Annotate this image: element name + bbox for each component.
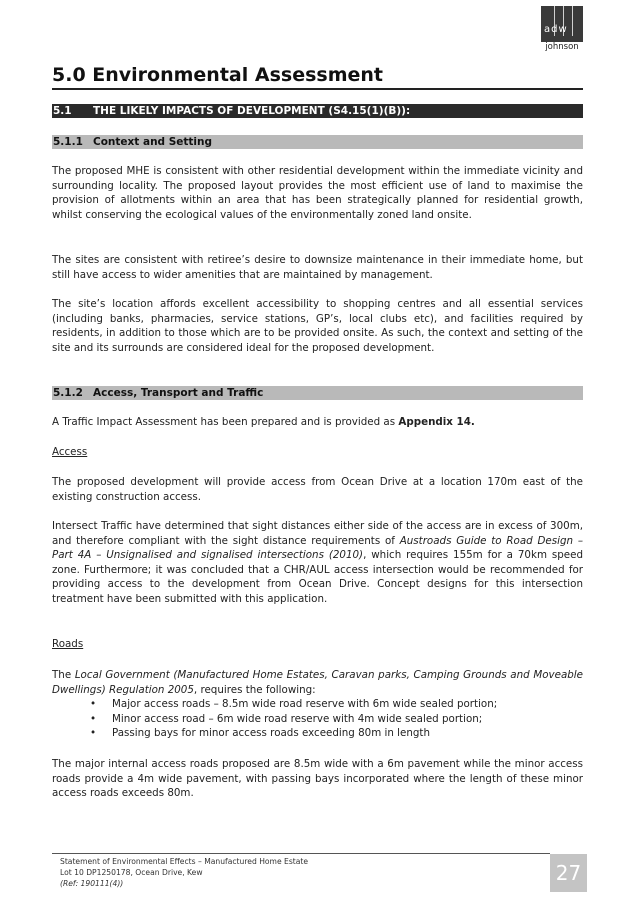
roads-heading: Roads — [52, 638, 84, 650]
title-rule — [52, 88, 583, 90]
subsection-heading-access — [52, 386, 583, 400]
access-paragraph-1: The proposed development will provide access from Ocean Drive at a location 170m east of the existing construction access. — [52, 476, 583, 503]
section-title: THE LIKELY IMPACTS OF DEVELOPMENT (S4.15(1)(B)): — [93, 105, 411, 117]
subsection-title: Access, Transport and Traffic — [93, 387, 264, 399]
access-paragraph-2-end: , which requires 155m for a 70km speed zone. Furthermore; it was concluded that a CHR/AUL access intersection would be recommended for providing access to the development from Ocean Drive. Concept designs for this intersection treatment have been submitted with this application. — [52, 549, 583, 605]
regulation-reference: Local Government (Manufactured Home Estates, Caravan parks, Camping Grounds and Moveable Dwellings) Regulation 2005 — [52, 669, 583, 696]
context-paragraph-1: The proposed MHE is consistent with other residential development within the immediate vicinity and surrounding locality. The proposed layout provides the most efficient use of land to maximise the provision of allotments within an area that has been strategically planned for residential growth, whilst conserving the ecological values of the environmentally zoned land onsite. — [52, 165, 583, 221]
subsection-heading-context — [52, 135, 583, 149]
list-item-text: Minor access road – 6m wide road reserve with 4m wide sealed portion; — [112, 712, 483, 725]
bullet-icon: • — [90, 698, 97, 710]
roads-paragraph-1-start: The — [52, 669, 75, 681]
logo-mark — [541, 6, 583, 42]
list-item — [88, 726, 568, 741]
footer-reference: (Ref: 190111(4)) — [60, 879, 124, 888]
austroads-guide-reference: Austroads Guide to Road Design – Part 4A – Unsignalised and signalised intersections (2010) — [52, 534, 583, 561]
appendix-reference: Appendix 14. — [398, 416, 475, 428]
context-paragraph-3: The site’s location affords excellent accessibility to shopping centres and all essential services (including banks, pharmacies, service stations, GP’s, local clubs etc), and facilities required by residents, in addition to those which are to be provided onsite. As such, the context and setting of the site and its surrounds are considered ideal for the proposed development. — [52, 298, 583, 354]
traffic-intro-text: A Traffic Impact Assessment has been prepared and is provided as — [52, 416, 399, 428]
company-logo — [541, 6, 583, 52]
list-item-text: Major access roads – 8.5m wide road reserve with 6m wide sealed portion; — [112, 698, 498, 710]
footer-document-title: Statement of Environmental Effects – Manufactured Home Estate — [60, 857, 309, 866]
context-paragraph-2: The sites are consistent with retiree’s desire to downsize maintenance in their immediate home, but still have access to wider amenities that are maintained by management. — [52, 254, 583, 281]
list-item — [88, 697, 568, 712]
access-paragraph-2-start: Intersect Traffic have determined that sight distances either side of the access are in excess of 300m, and therefore compliant with the sight distance requirements of — [52, 520, 583, 547]
traffic-intro-paragraph — [52, 415, 583, 430]
page-title: 5.0 Environmental Assessment — [52, 64, 383, 86]
logo-wordmark: johnson — [545, 42, 579, 52]
section-number: 5.1 — [53, 105, 72, 117]
page-number: 27 — [550, 854, 587, 892]
access-heading: Access — [52, 446, 88, 458]
list-item — [88, 712, 568, 727]
road-requirements-list — [88, 697, 568, 741]
roads-paragraph-2: The major internal access roads proposed are 8.5m wide with a 6m pavement while the minor access roads provide a 4m wide pavement, with passing bays incorporated where the length of these minor access roads exceeds 80m. — [52, 758, 583, 799]
roads-paragraph-1-end: , requires the following: — [193, 683, 316, 696]
bullet-icon: • — [90, 727, 97, 739]
footer-site-address: Lot 10 DP1250178, Ocean Drive, Kew — [60, 868, 203, 877]
roads-paragraph-1 — [52, 668, 583, 697]
logo-letters: adw — [544, 24, 568, 35]
footer — [60, 856, 308, 889]
subsection-title: Context and Setting — [93, 136, 213, 148]
section-heading-bar — [52, 104, 583, 118]
subsection-number: 5.1.2 — [53, 387, 83, 399]
bullet-icon: • — [90, 712, 97, 725]
footer-rule — [52, 853, 550, 854]
list-item-text: Passing bays for minor access roads exceeding 80m in length — [112, 727, 430, 739]
access-paragraph-2 — [52, 519, 583, 606]
subsection-number: 5.1.1 — [53, 136, 83, 148]
